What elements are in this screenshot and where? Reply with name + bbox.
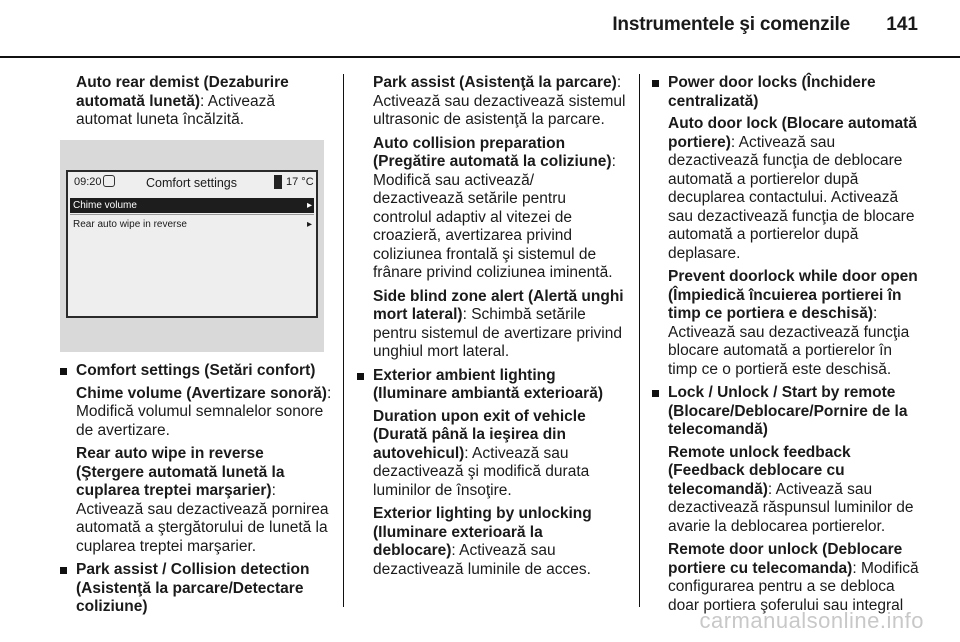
screen-status-bar	[68, 172, 316, 194]
column-1-lower	[60, 362, 332, 621]
menu-item-rear-auto-wipe	[70, 217, 314, 232]
screen-time: 09:20	[74, 176, 102, 188]
section-heading: Lock / Unlock / Start by remote (Blocare/Deblocare/Pornire de la telecomandă)	[668, 384, 908, 438]
item-desc: : Schimbă setările pentru sistemul de avertizare privind unghiul mort lateral.	[373, 306, 622, 360]
section-heading: Comfort settings (Setări confort)	[76, 362, 316, 379]
section-remote	[652, 384, 924, 440]
item-term: Exterior lighting by unlocking (Iluminare exterioară la deblocare)	[373, 505, 592, 559]
section-comfort-settings	[60, 362, 332, 381]
item-term: Remote unlock feedback (Feedback deblocare cu telecomandă)	[668, 443, 851, 498]
item-term: Side blind zone alert (Alertă unghi mort lateral)	[373, 287, 624, 323]
menu-item-label: Chime volume	[73, 200, 137, 211]
item-auto-door-lock	[652, 115, 924, 263]
watermark: carmanualsonline.info	[699, 608, 924, 633]
page-number: 141	[886, 14, 918, 35]
item-term: Prevent doorlock while door open (Împiedică încuierea portierei în timp ce portiera e deschisă)	[668, 268, 918, 322]
section-power-door-locks	[652, 74, 924, 111]
item-term: Chime volume (Avertizare sonoră)	[76, 384, 327, 402]
item-term: Auto collision preparation (Pregătire automată la coliziune)	[373, 134, 612, 170]
item-desc: : Activează sau dezactivează şi modifică durata luminilor de însoţire.	[373, 444, 590, 499]
item-term: Duration upon exit of vehicle (Durată până la ieşirea din autovehicul)	[373, 407, 586, 462]
item-auto-collision	[357, 135, 627, 283]
chevron-right-icon: ▸	[306, 219, 312, 230]
item-desc: : Activează sau dezactivează funcţia blocare automată a portierelor în timp ce o portieră este deschisă.	[668, 305, 910, 378]
section-park-assist	[60, 561, 332, 617]
bullet-icon	[357, 373, 364, 380]
item-desc: : Activează sau dezactivează sistemul ultrasonic de asistenţă la parcare.	[373, 74, 626, 128]
item-exterior-unlocking	[357, 505, 627, 579]
item-desc: : Activează sau dezactivează luminile de acces.	[373, 542, 591, 578]
screen-title: Comfort settings	[146, 176, 238, 190]
column-2	[357, 74, 627, 584]
comfort-settings-screen	[66, 170, 318, 318]
section-heading: Exterior ambient lighting (Iluminare ambiantă exterioară)	[373, 366, 603, 402]
intro-term: Auto rear demist (Dezaburire automată lunetă)	[76, 74, 289, 110]
item-term: Park assist (Asistenţă la parcare)	[373, 74, 617, 91]
chevron-right-icon: ▸	[306, 200, 312, 211]
item-park-assist	[357, 74, 627, 130]
column-3	[652, 74, 924, 620]
column-divider	[343, 74, 344, 607]
header-rule	[0, 56, 960, 58]
item-desc: : Modifică volumul semnalelor sonore de avertizare.	[76, 384, 332, 439]
section-heading: Power door locks (Închidere centralizată)	[668, 74, 876, 110]
bullet-icon	[60, 567, 67, 574]
bullet-icon	[652, 390, 659, 397]
thermometer-icon	[274, 175, 282, 189]
intro-desc: : Activează automat luneta încălzită.	[76, 92, 275, 128]
item-remote-unlock-feedback	[652, 444, 924, 537]
item-term: Rear auto wipe in reverse (Ştergere automată lunetă la cuplarea treptei marşarier)	[76, 445, 285, 499]
item-chime-volume	[60, 385, 332, 441]
display-photo	[60, 140, 324, 352]
column-divider	[639, 74, 640, 607]
chapter-title: Instrumentele şi comenzile	[612, 14, 850, 35]
item-desc: : Modifică sau activează/ dezactivează setările pentru controlul adaptiv al vitezei de croazieră, avertizarea privind coliziunea frontală şi sistemul de frânare privind coliziunea iminentă.	[373, 153, 616, 281]
item-term: Auto door lock (Blocare automată portiere)	[668, 115, 917, 151]
item-desc: : Activează sau dezactivează funcţia de deblocare automată a portierelor după decuplarea contactului. Activează sau dezactivează funcţia de blocare automată a portierelor după deplasare.	[668, 133, 915, 262]
screen-temperature: 17 °C	[286, 176, 314, 188]
back-icon	[103, 175, 115, 187]
item-remote-door-unlock	[652, 541, 924, 615]
item-desc: : Activează sau dezactivează pornirea automată a ştergătorului de lunetă la cuplarea treptei marşarier.	[76, 482, 329, 555]
section-exterior-lighting	[357, 367, 627, 404]
item-term: Remote door unlock (Deblocare portiere cu telecomanda)	[668, 541, 903, 577]
item-duration-exit	[357, 408, 627, 501]
page-header	[0, 0, 960, 60]
menu-item-chime-volume	[70, 198, 314, 213]
item-desc: : Activează sau dezactivează răspunsul luminilor de avarie la deblocarea portierelor.	[668, 480, 914, 535]
item-desc: : Modifică configurarea pentru a se debloca doar portiera şoferului sau integral	[668, 559, 919, 614]
bullet-icon	[60, 368, 67, 375]
column-1	[60, 74, 330, 135]
menu-divider	[70, 214, 314, 215]
item-rear-auto-wipe	[60, 445, 332, 556]
menu-item-label: Rear auto wipe in reverse	[73, 219, 187, 230]
section-heading: Park assist / Collision detection (Asistenţă la parcare/Detectare coliziune)	[76, 561, 310, 615]
bullet-icon	[652, 80, 659, 87]
item-prevent-doorlock	[652, 268, 924, 379]
item-side-blind-zone	[357, 288, 627, 362]
intro-paragraph	[60, 74, 330, 130]
